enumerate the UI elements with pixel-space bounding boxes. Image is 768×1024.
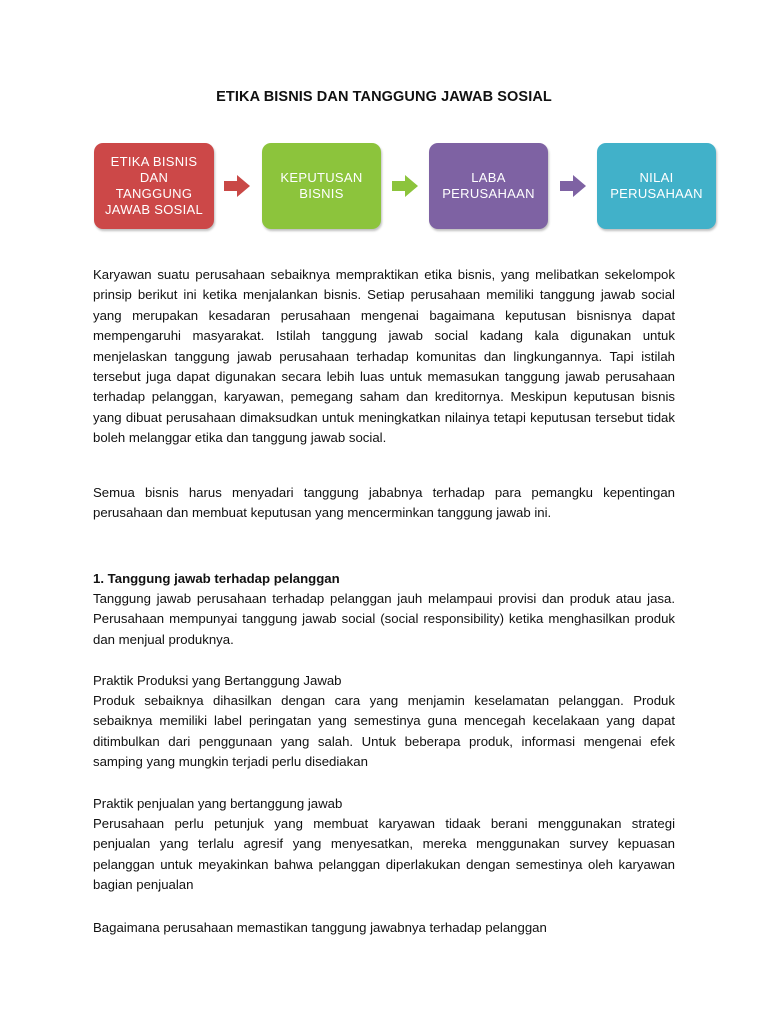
paragraph-customers: Tanggung jawab perusahaan terhadap pelanggan jauh melampaui provisi dan produk atau jasa. Perusahaan mempunyai tanggung jawab social (social responsibility) ketika menghasilkan produk dan menjual produknya.	[93, 591, 675, 647]
flow-box-label: NILAI PERUSAHAAN	[610, 170, 703, 201]
document-title: ETIKA BISNIS DAN TANGGUNG JAWAB SOSIAL	[216, 89, 552, 105]
flow-box-etika	[94, 143, 214, 229]
subheading-production: Praktik Produksi yang Bertanggung Jawab	[93, 673, 342, 688]
section-heading-customers: 1. Tanggung jawab terhadap pelanggan	[93, 571, 340, 586]
right-arrow-icon	[392, 175, 418, 197]
right-arrow-icon	[560, 175, 586, 197]
flow-box-nilai	[597, 143, 716, 229]
flow-box-label: ETIKA BISNIS DAN TANGGUNG JAWAB SOSIAL	[105, 154, 203, 217]
paragraph-sales: Perusahaan perlu petunjuk yang membuat karyawan tidaak berani menggunakan strategi penjualan yang terlalu agresif yang menyesatkan, mereka menggunakan survey kepuasan pelanggan untuk meyakinkan bahwa pelanggan diperlakukan dengan semestinya oleh karyawan bagian penjualan	[93, 816, 675, 893]
paragraph-stakeholders: Semua bisnis harus menyadari tanggung jababnya terhadap para pemangku kepentingan perusahaan dan membuat keputusan yang mencerminkan tanggung jawab ini.	[93, 485, 675, 521]
flow-box-keputusan	[262, 143, 381, 229]
flow-box-laba	[429, 143, 548, 229]
paragraph-production: Produk sebaiknya dihasilkan dengan cara yang menjamin keselamatan pelanggan. Produk sebaiknya memiliki label peringatan yang semestinya guna mencegah kecelakaan yang dapat ditimbulkan dari penggunaan yang salah. Untuk beberapa produk, informasi mengenai efek samping yang mungkin terjadi perlu disediakan	[93, 693, 675, 770]
flow-box-label: KEPUTUSAN BISNIS	[280, 170, 363, 201]
subheading-sales: Praktik penjualan yang bertanggung jawab	[93, 796, 343, 811]
subheading-assurance: Bagaimana perusahaan memastikan tanggung jawabnya terhadap pelanggan	[93, 920, 547, 935]
right-arrow-icon	[224, 175, 250, 197]
paragraph-intro: Karyawan suatu perusahaan sebaiknya mempraktikan etika bisnis, yang melibatkan sekelompok prinsip berikut ini ketika menjalankan bisnis. Setiap perusahaan memiliki tanggung jawab social yang merupakan kesadaran perusahaan mengenai bagaimana keputusan bisnisnya dapat mempengaruhi masyarakat. Istilah tanggung jawab social kadang kala digunakan untuk menjelaskan tanggung jawab perusahaan terhadap komunitas dan lingkungannya. Tapi istilah tersebut juga dapat digunakan secara lebih luas untuk memasukan tanggung jawab perusahaan terhadap pelanggan, karyawan, pemegang saham dan kreditornya. Meskipun keputusan bisnis yang dibuat perusahaan dimaksudkan untuk meningkatkan nilainya tetapi keputusan tersebut tidak boleh melanggar etika dan tanggung jawab social.	[93, 267, 675, 446]
flow-box-label: LABA PERUSAHAAN	[442, 170, 535, 201]
flow-diagram	[0, 143, 768, 231]
